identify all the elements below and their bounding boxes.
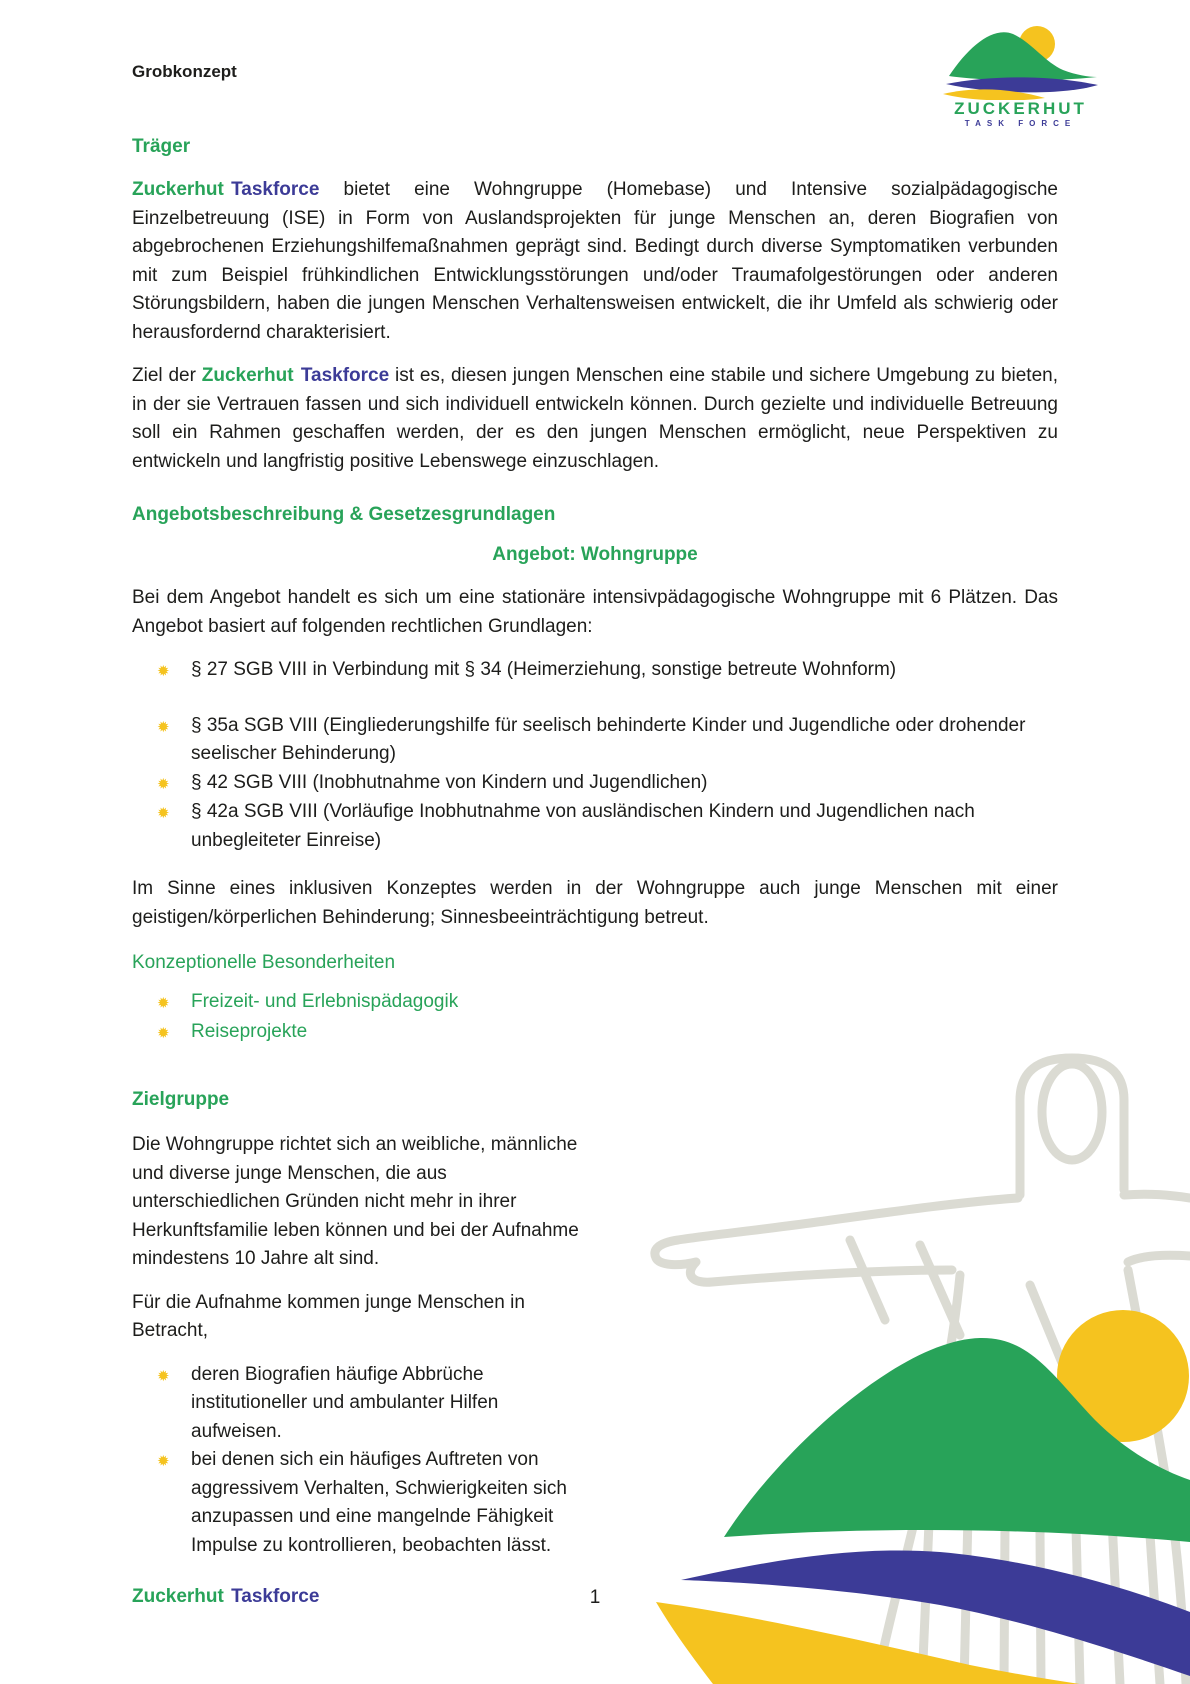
sun-bullet-icon <box>157 989 191 1019</box>
brand-zuckerhut: Zuckerhut <box>132 1586 224 1607</box>
list-item-text: bei denen sich ein häufiges Auftreten von aggressivem Verhalten, Schwierigkeiten sich anzupassen und eine mangelnde Fähigkeit Impulse zu kontrollieren, beobachten lässt. <box>191 1449 567 1556</box>
list-item <box>132 1446 590 1560</box>
sun-bullet-icon <box>157 799 191 829</box>
doc-label: Grobkonzept <box>132 62 237 81</box>
list-item-text: § 42a SGB VIII (Vorläufige Inobhutnahme von ausländischen Kindern und Jugendlichen nach unbegleiteter Einreise) <box>191 801 975 851</box>
brand-taskforce: Taskforce <box>300 365 390 386</box>
list-item <box>132 1018 1058 1048</box>
besonderheiten-list <box>132 988 1058 1047</box>
zielgruppe-column <box>132 1131 590 1560</box>
paragraph-text: ist es, diesen jungen Menschen eine stabile und sichere Umgebung zu bieten, in der sie Vertrauen fassen und sich individuell entwickeln können. Durch gezielte und individuelle Betreuung soll ein Rahmen geschaffen werden, der es den jungen Menschen ermöglicht, neue Perspektiven zu entwickeln und langfristig positive Lebenswege einzuschlagen. <box>132 365 1058 472</box>
list-item-text: § 42 SGB VIII (Inobhutnahme von Kindern und Jugendlichen) <box>191 771 708 793</box>
sun-bullet-icon <box>157 1362 191 1392</box>
list-item <box>132 712 1058 769</box>
sun-bullet-icon <box>157 770 191 800</box>
list-item-text: Freizeit- und Erlebnispädagogik <box>191 991 459 1012</box>
list-item-text: Reiseprojekte <box>191 1020 308 1042</box>
logo-subtitle: TASK FORCE <box>964 119 1077 128</box>
inclusion-paragraph: Im Sinne eines inklusiven Konzeptes werden in der Wohngruppe auch junge Menschen mit einer geistigen/körperlichen Behinderung; Sinnesbeeinträchtigung betreut. <box>132 878 1058 928</box>
sun-bullet-icon <box>157 1447 191 1477</box>
brand-zuckerhut: Zuckerhut <box>132 179 224 200</box>
list-item-text: § 27 SGB VIII in Verbindung mit § 34 (Heimerziehung, sonstige betreute Wohnform) <box>191 659 897 680</box>
brand-zuckerhut: Zuckerhut <box>201 365 294 386</box>
footer-brand <box>132 1586 319 1608</box>
subheading-wohngruppe: Angebot: Wohngruppe <box>492 544 698 565</box>
sun-bullet-icon <box>157 713 191 743</box>
page-number: 1 <box>589 1587 601 1608</box>
angebot-intro-paragraph: Bei dem Angebot handelt es sich um eine stationäre intensivpädagogische Wohngruppe mit 6 Plätzen. Das Angebot basiert auf folgenden rechtlichen Grundlagen: <box>132 587 1058 637</box>
logo-mountain-icon <box>941 16 1101 100</box>
section-heading-besonderheiten: Konzeptionelle Besonderheiten <box>132 952 396 973</box>
section-heading-traeger: Träger <box>132 136 191 157</box>
paragraph-text: bietet eine Wohngruppe (Homebase) und Intensive sozialpädagogische Einzelbetreuung (ISE) in Form von Auslandsprojekten für junge Menschen an, deren Biografien von abgebrochenen Erziehungshilfemaßnahmen geprägt sind. Bedingt durch diverse Symptomatiken verbunden mit zum Beispiel frühkindlichen Entwicklungsstörungen und/oder Traumafolgestörungen oder anderen Störungsbildern, haben die jungen Menschen Verhaltensweisen entwickelt, die ihr Umfeld als schwierig oder herausfordernd charakterisiert. <box>132 179 1058 343</box>
list-item <box>132 656 1058 686</box>
brand-taskforce: Taskforce <box>231 179 320 200</box>
traeger-paragraph-1 <box>132 176 1058 347</box>
traeger-paragraph-2 <box>132 362 1058 476</box>
sun-bullet-icon <box>157 657 191 687</box>
list-item <box>132 988 1058 1018</box>
document-content <box>132 128 1058 1560</box>
list-item <box>132 798 1058 855</box>
zielgruppe-paragraph-2: Für die Aufnahme kommen junge Menschen in Betracht, <box>132 1291 525 1341</box>
brand-taskforce: Taskforce <box>231 1586 320 1607</box>
section-heading-zielgruppe: Zielgruppe <box>132 1089 230 1110</box>
list-item <box>132 1361 590 1447</box>
list-item-text: deren Biografien häufige Abbrüche institutioneller und ambulanter Hilfen aufweisen. <box>191 1363 499 1442</box>
legal-basis-list <box>132 656 1058 855</box>
aufnahme-list <box>132 1361 590 1561</box>
logo-wordmark: ZUCKERHUT <box>954 99 1087 118</box>
paragraph-text: Ziel der <box>132 365 202 386</box>
sun-bullet-icon <box>157 1019 191 1049</box>
section-heading-angebot: Angebotsbeschreibung & Gesetzesgrundlagen <box>132 504 556 525</box>
zuckerhut-logo <box>928 16 1113 129</box>
list-item-text: § 35a SGB VIII (Eingliederungshilfe für seelisch behinderte Kinder und Jugendliche oder drohender seelischer Behinderung) <box>191 714 1026 764</box>
list-item <box>132 769 1058 799</box>
zielgruppe-paragraph-1: Die Wohngruppe richtet sich an weibliche, männliche und diverse junge Menschen, die aus unterschiedlichen Gründen nicht mehr in ihrer Herkunftsfamilie leben können und bei der Aufnahme mindestens 10 Jahre alt sind. <box>132 1134 579 1269</box>
